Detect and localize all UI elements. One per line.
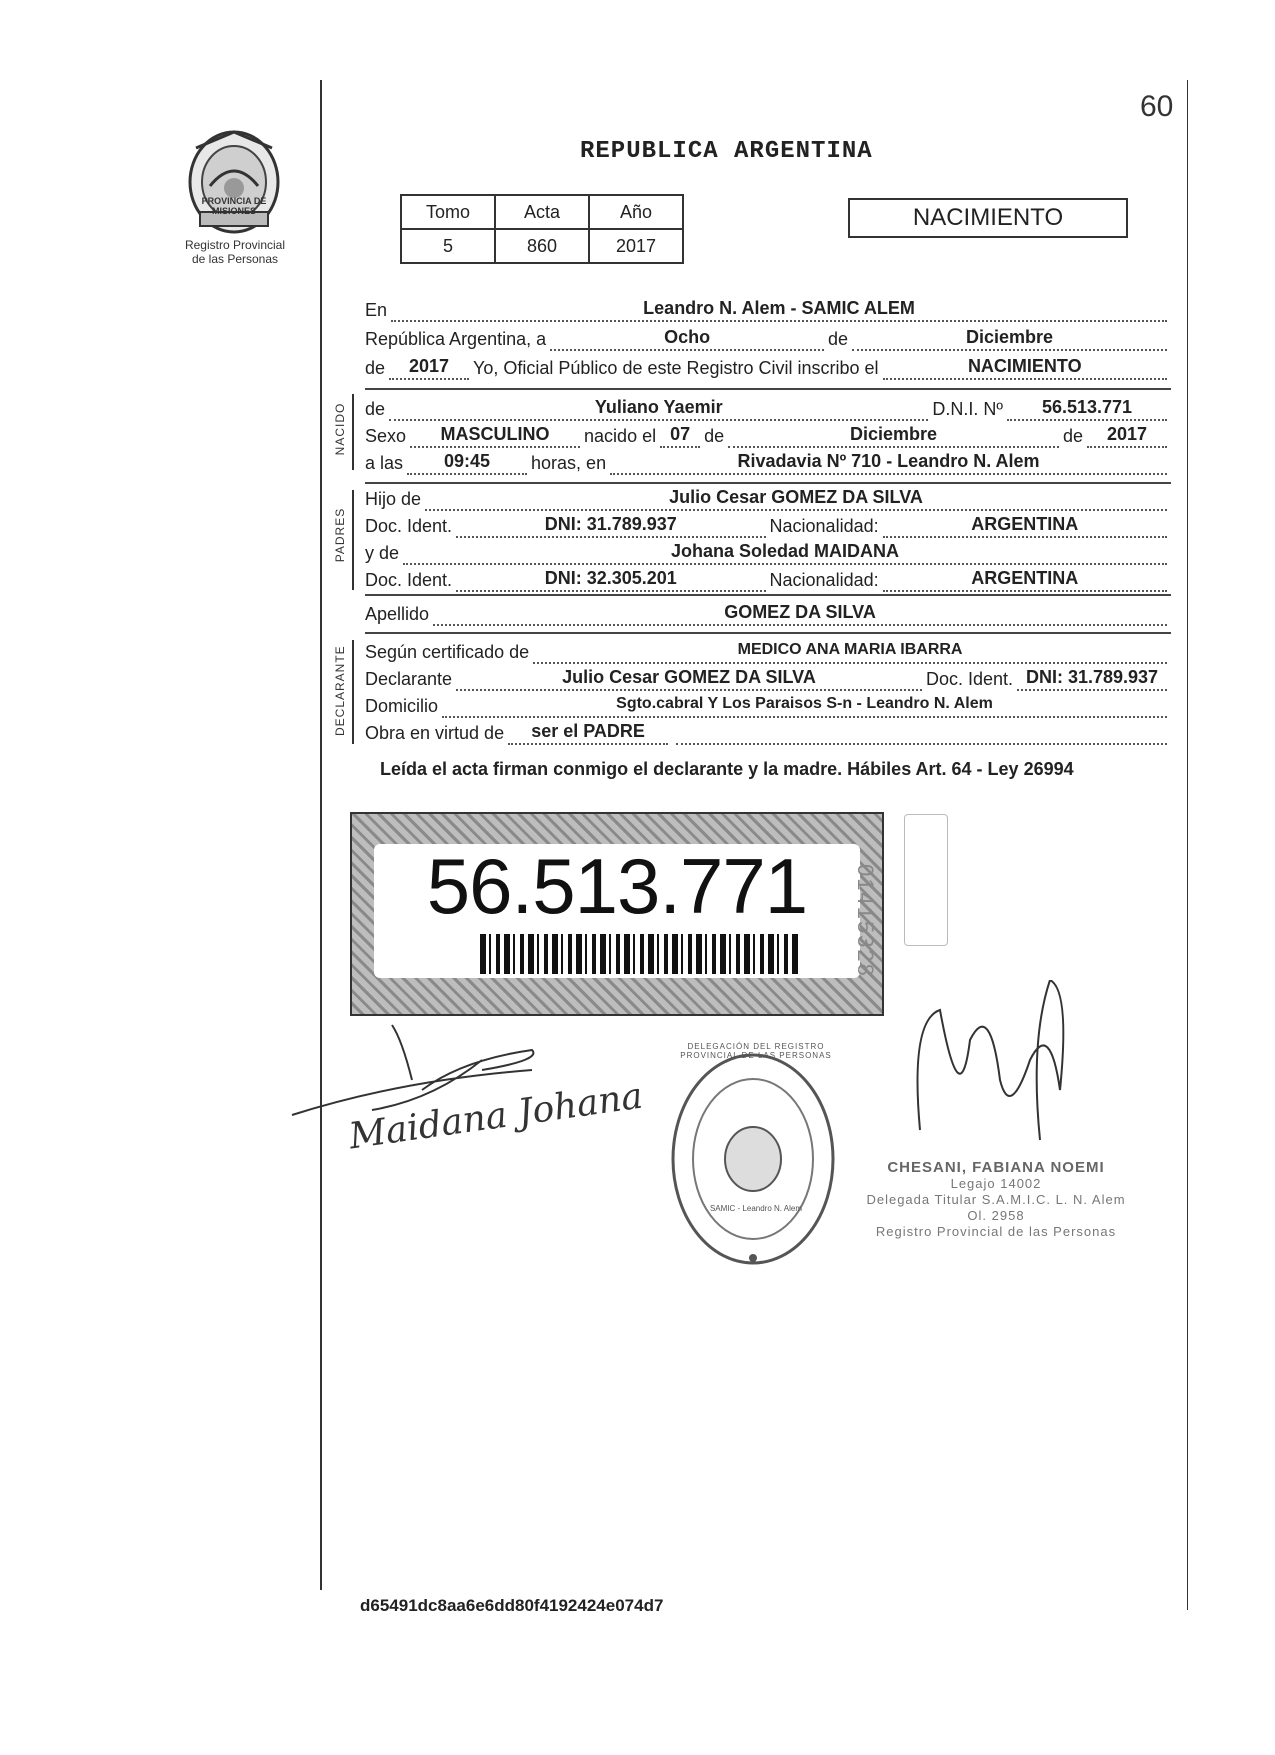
row-certificado [365, 638, 1171, 664]
label-doc-padre: Doc. Ident. [365, 516, 453, 536]
right-margin-line [1187, 80, 1188, 1610]
obra-value: ser el PADRE [508, 719, 668, 745]
act-anio: 2017 [389, 354, 469, 380]
left-margin-line [320, 80, 322, 1590]
label-nac-madre: Nacionalidad: [769, 570, 879, 590]
page-number: 60 [1140, 90, 1174, 123]
official-registro: Registro Provincial de las Personas [875, 1224, 1117, 1239]
madre-doc: DNI: 32.305.201 [456, 566, 765, 592]
nacido-bracket [352, 394, 354, 470]
stamp-outer-text: DELEGACIÓN DEL REGISTRO PROVINCIAL DE LAS PERSONAS [680, 1042, 832, 1060]
stamp-inner-text: SAMIC - Leandro N. Alem [709, 1204, 803, 1213]
domicilio-value: Sgto.cabral Y Los Paraisos S-n - Leandro N. Alem [442, 692, 1167, 718]
label-nac-padre: Nacionalidad: [769, 516, 879, 536]
signature-official [900, 980, 1100, 1155]
nacido-dni: 56.513.771 [1007, 395, 1167, 421]
label-de-nac-mes: de [704, 426, 725, 446]
label-sexo: Sexo [365, 426, 407, 446]
apellido-value: GOMEZ DA SILVA [433, 600, 1167, 626]
declarante-bracket [352, 640, 354, 744]
row-fecha [365, 325, 1171, 351]
sticker-white-panel [374, 844, 860, 978]
label-horas-en: horas, en [531, 453, 607, 473]
section-divider-4 [365, 632, 1171, 634]
official-stamp [668, 1048, 838, 1275]
dni-sticker [350, 812, 884, 1016]
label-de-mes: de [828, 329, 849, 349]
label-hijo-de: Hijo de [365, 489, 422, 509]
tomo-value: 5 [401, 229, 495, 263]
section-label-nacido: NACIDO [333, 402, 347, 456]
nacido-mes: Diciembre [728, 422, 1059, 448]
document-hash: d65491dc8aa6e6dd80f4192424e074d7 [360, 1596, 664, 1615]
label-dni-no: D.N.I. Nº [932, 399, 1003, 419]
padre-nombre: Julio Cesar GOMEZ DA SILVA [425, 485, 1167, 511]
nacido-hora: 09:45 [407, 449, 527, 475]
row-anio [365, 354, 1171, 380]
section-label-padres: PADRES [333, 507, 347, 563]
act-lugar: Leandro N. Alem - SAMIC ALEM [391, 296, 1167, 322]
act-dia: Ocho [550, 325, 824, 351]
row-padre [365, 485, 1171, 511]
label-y-de: y de [365, 543, 400, 563]
signature-madre-text: Maidana Johana [346, 1075, 646, 1158]
act-tipo: NACIMIENTO [883, 354, 1167, 380]
nacido-sexo: MASCULINO [410, 422, 580, 448]
row-nacido-sexo [365, 422, 1171, 448]
label-yo-oficial: Yo, Oficial Público de este Registro Civil inscribo el [473, 358, 879, 378]
row-en [365, 296, 1171, 322]
province-seal-text: PROVINCIA DE MISIONES [201, 196, 267, 216]
madre-nombre: Johana Soledad MAIDANA [403, 539, 1167, 565]
label-domicilio: Domicilio [365, 696, 439, 716]
label-doc-declarante: Doc. Ident. [925, 669, 1013, 689]
label-doc-madre: Doc. Ident. [365, 570, 453, 590]
row-obra [365, 719, 1171, 745]
nacido-nombre: Yuliano Yaemir [389, 395, 928, 421]
label-de-nac-anio: de [1062, 426, 1083, 446]
label-de-anio: de [365, 358, 386, 378]
official-name: CHESANI, FABIANA NOEMI [887, 1159, 1105, 1176]
section-divider-3 [365, 594, 1171, 596]
declarante-doc: DNI: 31.789.937 [1017, 665, 1167, 691]
label-segun: Según certificado de [365, 642, 530, 662]
section-divider-2 [365, 482, 1171, 484]
act-type-box: NACIMIENTO [848, 198, 1128, 238]
sticker-serial-box [904, 814, 948, 946]
sticker-barcode [480, 934, 800, 974]
padres-bracket [352, 490, 354, 590]
official-cargo: Delegada Titular S.A.M.I.C. L. N. Alem Ol. 2958 [866, 1192, 1126, 1223]
province-seal [182, 126, 286, 236]
section-label-declarante: DECLARANTE [333, 645, 347, 736]
row-nacido-nombre [365, 395, 1171, 421]
label-nacido-el: nacido el [584, 426, 657, 446]
act-mes: Diciembre [852, 325, 1167, 351]
row-padre-doc [365, 512, 1171, 538]
anio-header: Año [589, 195, 683, 229]
acta-header: Acta [495, 195, 589, 229]
certificado-value: MEDICO ANA MARIA IBARRA [533, 638, 1167, 664]
registry-table [400, 194, 684, 264]
legal-note: Leída el acta firman conmigo el declarante y la madre. Hábiles Art. 64 - Ley 26994 [380, 759, 1074, 779]
org-line-1: Registro Provincial [184, 238, 286, 252]
official-stamp-text [856, 1160, 1136, 1240]
madre-nacionalidad: ARGENTINA [883, 566, 1167, 592]
padre-nacionalidad: ARGENTINA [883, 512, 1167, 538]
declarante-nombre: Julio Cesar GOMEZ DA SILVA [456, 665, 922, 691]
org-line-2: de las Personas [191, 252, 279, 266]
padre-doc: DNI: 31.789.937 [456, 512, 765, 538]
row-madre-doc [365, 566, 1171, 592]
label-en: En [365, 300, 388, 320]
label-apellido: Apellido [365, 604, 430, 624]
tomo-header: Tomo [401, 195, 495, 229]
anio-value: 2017 [589, 229, 683, 263]
obra-blank [676, 719, 1167, 745]
row-domicilio [365, 692, 1171, 718]
nacido-lugar: Rivadavia Nº 710 - Leandro N. Alem [610, 449, 1167, 475]
section-divider-1 [365, 388, 1171, 390]
sticker-serial: 01415328 [853, 864, 878, 978]
row-madre [365, 539, 1171, 565]
acta-value: 860 [495, 229, 589, 263]
label-a-las: a las [365, 453, 404, 473]
nacido-dia: 07 [660, 422, 700, 448]
org-name [160, 238, 310, 266]
official-legajo: Legajo 14002 [950, 1176, 1042, 1191]
row-apellido [365, 600, 1171, 626]
row-nacido-hora [365, 449, 1171, 475]
sticker-dni-number: 56.513.771 [426, 842, 808, 930]
page-title: REPUBLICA ARGENTINA [580, 138, 873, 165]
label-de-nacido: de [365, 399, 386, 419]
label-republica: República Argentina, a [365, 329, 547, 349]
label-obra: Obra en virtud de [365, 723, 505, 743]
label-declarante: Declarante [365, 669, 453, 689]
row-declarante [365, 665, 1171, 691]
nacido-anio: 2017 [1087, 422, 1167, 448]
